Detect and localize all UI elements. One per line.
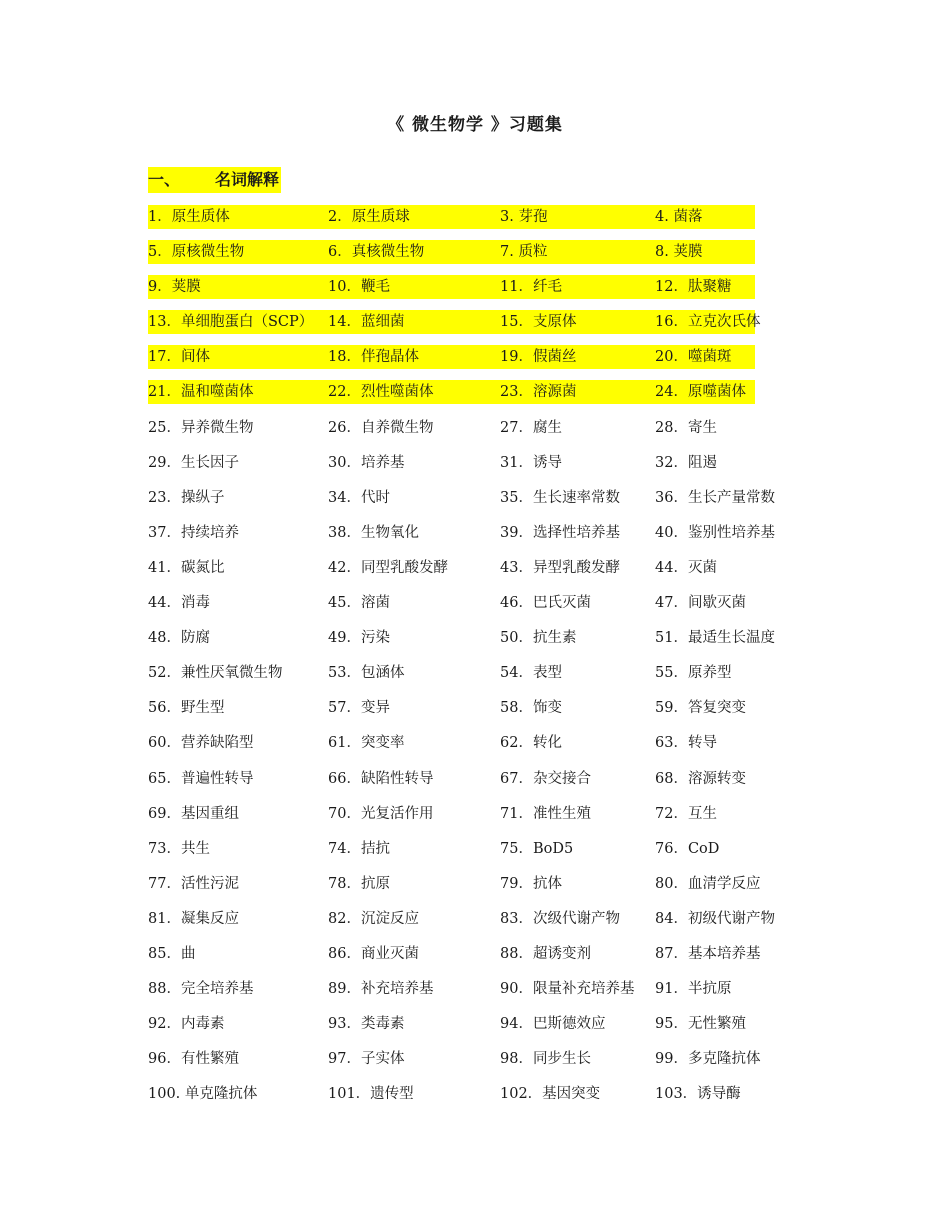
term-item <box>655 767 805 791</box>
term-item <box>655 486 805 510</box>
term-label: 51．最适生长温度 <box>655 630 775 647</box>
term-item <box>500 696 655 720</box>
term-item <box>148 205 328 229</box>
term-item <box>500 205 655 229</box>
term-label: 96．有性繁殖 <box>148 1051 239 1068</box>
term-item <box>328 521 500 545</box>
term-item <box>655 626 805 650</box>
term-label: 3. 芽孢 <box>500 205 655 229</box>
term-item <box>655 1012 805 1036</box>
term-label: 84．初级代谢产物 <box>655 910 775 927</box>
term-label: 61．突变率 <box>328 735 405 752</box>
section-label: 名词解释 <box>215 170 280 189</box>
term-label: 89．补充培养基 <box>328 981 434 998</box>
term-item <box>500 661 655 685</box>
term-item <box>328 626 500 650</box>
term-label: 71．准性生殖 <box>500 805 591 822</box>
term-label: 12．肽聚糖 <box>655 275 755 299</box>
term-label: 1．原生质体 <box>148 205 328 229</box>
term-item <box>148 767 328 791</box>
term-item <box>148 661 328 685</box>
term-item <box>500 872 655 896</box>
term-label: 40．鉴别性培养基 <box>655 524 775 541</box>
term-label: 36．生长产量常数 <box>655 489 775 506</box>
term-label: 100. 单克隆抗体 <box>148 1086 258 1103</box>
term-item <box>148 1082 328 1106</box>
term-item <box>148 1012 328 1036</box>
term-item <box>148 1047 328 1071</box>
term-item <box>655 275 805 299</box>
term-label: 20．噬菌斑 <box>655 345 755 369</box>
term-item <box>328 310 500 334</box>
term-label: 6．真核微生物 <box>328 240 500 264</box>
term-item <box>328 380 500 404</box>
term-label: 65．普遍性转导 <box>148 770 254 787</box>
term-label: 103．诱导酶 <box>655 1086 741 1103</box>
term-label: 76．CoD <box>655 840 720 857</box>
term-label: 9．荚膜 <box>148 275 328 299</box>
term-label: 35．生长速率常数 <box>500 489 620 506</box>
term-label: 74．拮抗 <box>328 840 390 857</box>
term-item <box>148 521 328 545</box>
term-label: 10．鞭毛 <box>328 275 500 299</box>
term-item <box>500 1012 655 1036</box>
term-item <box>328 451 500 475</box>
term-item <box>148 240 328 264</box>
term-item <box>500 731 655 755</box>
term-label: 5．原核微生物 <box>148 240 328 264</box>
term-label: 70．光复活作用 <box>328 805 434 822</box>
term-item <box>148 591 328 615</box>
term-label: 83．次级代谢产物 <box>500 910 620 927</box>
term-label: 54．表型 <box>500 665 562 682</box>
term-item <box>500 591 655 615</box>
term-label: 24．原噬菌体 <box>655 380 755 404</box>
term-label: 44．灭菌 <box>655 559 717 576</box>
term-label: 45．溶菌 <box>328 595 390 612</box>
term-label: 56．野生型 <box>148 700 225 717</box>
term-item <box>500 345 655 369</box>
term-label: 44．消毒 <box>148 595 210 612</box>
term-item <box>655 731 805 755</box>
term-item <box>328 837 500 861</box>
term-label: 95．无性繁殖 <box>655 1016 746 1033</box>
term-label: 18．伴孢晶体 <box>328 345 500 369</box>
term-label: 63．转导 <box>655 735 717 752</box>
term-item <box>328 731 500 755</box>
term-label: 81．凝集反应 <box>148 910 239 927</box>
term-label: 23．操纵子 <box>148 489 225 506</box>
term-item <box>655 240 805 264</box>
term-item <box>655 521 805 545</box>
term-item <box>500 802 655 826</box>
term-item <box>148 310 328 334</box>
term-item <box>148 872 328 896</box>
term-item <box>500 521 655 545</box>
term-item <box>500 626 655 650</box>
term-item <box>655 942 805 966</box>
term-item <box>328 1082 500 1106</box>
term-label: 73．共生 <box>148 840 210 857</box>
term-label: 79．抗体 <box>500 875 562 892</box>
term-label: 52．兼性厌氧微生物 <box>148 665 283 682</box>
term-label: 19．假菌丝 <box>500 345 655 369</box>
term-label: 60．营养缺陷型 <box>148 735 254 752</box>
term-label: 17．间体 <box>148 345 328 369</box>
term-item <box>500 275 655 299</box>
term-label: 69．基因重组 <box>148 805 239 822</box>
term-label: 34．代时 <box>328 489 390 506</box>
term-item <box>328 275 500 299</box>
term-label: 78．抗原 <box>328 875 390 892</box>
term-item <box>148 416 328 440</box>
term-item <box>500 837 655 861</box>
term-item <box>328 1047 500 1071</box>
term-item <box>328 556 500 580</box>
term-label: 16．立克次氏体 <box>655 310 755 334</box>
term-item <box>500 556 655 580</box>
term-label: 14．蓝细菌 <box>328 310 500 334</box>
term-item <box>655 1082 805 1106</box>
term-label: 72．互生 <box>655 805 717 822</box>
term-item <box>148 942 328 966</box>
term-label: 102．基因突变 <box>500 1086 601 1103</box>
term-item <box>328 1012 500 1036</box>
term-label: 41．碳氮比 <box>148 559 225 576</box>
term-item <box>148 696 328 720</box>
term-label: 86．商业灭菌 <box>328 945 419 962</box>
term-item <box>148 837 328 861</box>
term-label: 43．异型乳酸发酵 <box>500 559 620 576</box>
term-item <box>655 1047 805 1071</box>
term-item <box>500 1047 655 1071</box>
term-item <box>148 556 328 580</box>
term-label: 39．选择性培养基 <box>500 524 620 541</box>
term-label: 88．超诱变剂 <box>500 945 591 962</box>
term-label: 21．温和噬菌体 <box>148 380 328 404</box>
term-label: 13．单细胞蛋白（SCP） <box>148 310 328 334</box>
term-item <box>500 767 655 791</box>
term-item <box>328 696 500 720</box>
term-item <box>655 591 805 615</box>
term-item <box>148 486 328 510</box>
term-label: 38．生物氧化 <box>328 524 419 541</box>
term-item <box>148 907 328 931</box>
term-item <box>328 416 500 440</box>
term-label: 48．防腐 <box>148 630 210 647</box>
term-item <box>328 345 500 369</box>
term-item <box>328 591 500 615</box>
term-item <box>328 661 500 685</box>
term-item <box>655 696 805 720</box>
term-label: 4. 菌落 <box>655 205 755 229</box>
term-label: 97．子实体 <box>328 1051 405 1068</box>
term-item <box>655 345 805 369</box>
document-title: 《 微生物学 》习题集 <box>387 115 563 135</box>
term-label: 98．同步生长 <box>500 1051 591 1068</box>
term-item <box>328 767 500 791</box>
term-item <box>148 626 328 650</box>
term-label: 28．寄生 <box>655 419 717 436</box>
term-label: 2．原生质球 <box>328 205 500 229</box>
term-label: 8. 荚膜 <box>655 240 755 264</box>
term-item <box>500 907 655 931</box>
term-label: 32．阻遏 <box>655 454 717 471</box>
term-item <box>148 275 328 299</box>
term-label: 15．支原体 <box>500 310 655 334</box>
term-label: 30．培养基 <box>328 454 405 471</box>
term-label: 68．溶源转变 <box>655 770 746 787</box>
term-label: 80．血清学反应 <box>655 875 761 892</box>
term-item <box>655 556 805 580</box>
term-item <box>655 310 805 334</box>
term-item <box>655 205 805 229</box>
term-item <box>500 1082 655 1106</box>
term-label: 50．抗生素 <box>500 630 577 647</box>
term-label: 77．活性污泥 <box>148 875 239 892</box>
term-label: 75．BoD5 <box>500 840 574 857</box>
term-label: 26．自养微生物 <box>328 419 434 436</box>
term-item <box>500 240 655 264</box>
term-label: 90．限量补充培养基 <box>500 981 635 998</box>
section-number: 一、 <box>148 170 181 189</box>
term-item <box>148 345 328 369</box>
term-label: 55．原养型 <box>655 665 732 682</box>
term-label: 46．巴氏灭菌 <box>500 595 591 612</box>
term-label: 27．腐生 <box>500 419 562 436</box>
term-label: 22．烈性噬菌体 <box>328 380 500 404</box>
term-label: 47．间歇灭菌 <box>655 595 746 612</box>
term-item <box>500 416 655 440</box>
term-item <box>328 977 500 1001</box>
term-item <box>655 661 805 685</box>
term-item <box>655 380 805 404</box>
term-item <box>148 802 328 826</box>
term-label: 25．异养微生物 <box>148 419 254 436</box>
term-label: 11．纤毛 <box>500 275 655 299</box>
term-label: 92．内毒素 <box>148 1016 225 1033</box>
term-label: 42．同型乳酸发酵 <box>328 559 448 576</box>
term-item <box>500 977 655 1001</box>
term-label: 29．生长因子 <box>148 454 239 471</box>
term-item <box>328 240 500 264</box>
term-label: 23．溶源菌 <box>500 380 655 404</box>
term-item <box>328 907 500 931</box>
term-item <box>655 802 805 826</box>
term-item <box>328 872 500 896</box>
term-label: 88．完全培养基 <box>148 981 254 998</box>
term-label: 7. 质粒 <box>500 240 655 264</box>
term-label: 93．类毒素 <box>328 1016 405 1033</box>
term-label: 99．多克隆抗体 <box>655 1051 761 1068</box>
term-item <box>148 451 328 475</box>
term-label: 91．半抗原 <box>655 981 732 998</box>
term-item <box>655 977 805 1001</box>
term-item <box>328 486 500 510</box>
term-item <box>328 205 500 229</box>
term-item <box>655 416 805 440</box>
term-item <box>655 872 805 896</box>
term-item <box>655 907 805 931</box>
term-label: 31．诱导 <box>500 454 562 471</box>
term-item <box>148 380 328 404</box>
term-label: 37．持续培养 <box>148 524 239 541</box>
term-label: 66．缺陷性转导 <box>328 770 434 787</box>
term-label: 82．沉淀反应 <box>328 910 419 927</box>
term-label: 87．基本培养基 <box>655 945 761 962</box>
term-label: 58．饰变 <box>500 700 562 717</box>
term-label: 67．杂交接合 <box>500 770 591 787</box>
term-item <box>500 942 655 966</box>
term-item <box>328 942 500 966</box>
term-item <box>500 451 655 475</box>
term-item <box>655 837 805 861</box>
term-label: 94．巴斯德效应 <box>500 1016 606 1033</box>
term-label: 57．变异 <box>328 700 390 717</box>
term-item <box>148 977 328 1001</box>
term-label: 53．包涵体 <box>328 665 405 682</box>
term-item <box>655 451 805 475</box>
term-label: 59．答复突变 <box>655 700 746 717</box>
term-item <box>328 802 500 826</box>
term-item <box>500 380 655 404</box>
term-item <box>500 486 655 510</box>
term-label: 101．遗传型 <box>328 1086 414 1103</box>
section-heading <box>148 167 281 193</box>
term-label: 49．污染 <box>328 630 390 647</box>
term-item <box>500 310 655 334</box>
term-item <box>148 731 328 755</box>
term-label: 85．曲 <box>148 945 196 962</box>
term-label: 62．转化 <box>500 735 562 752</box>
